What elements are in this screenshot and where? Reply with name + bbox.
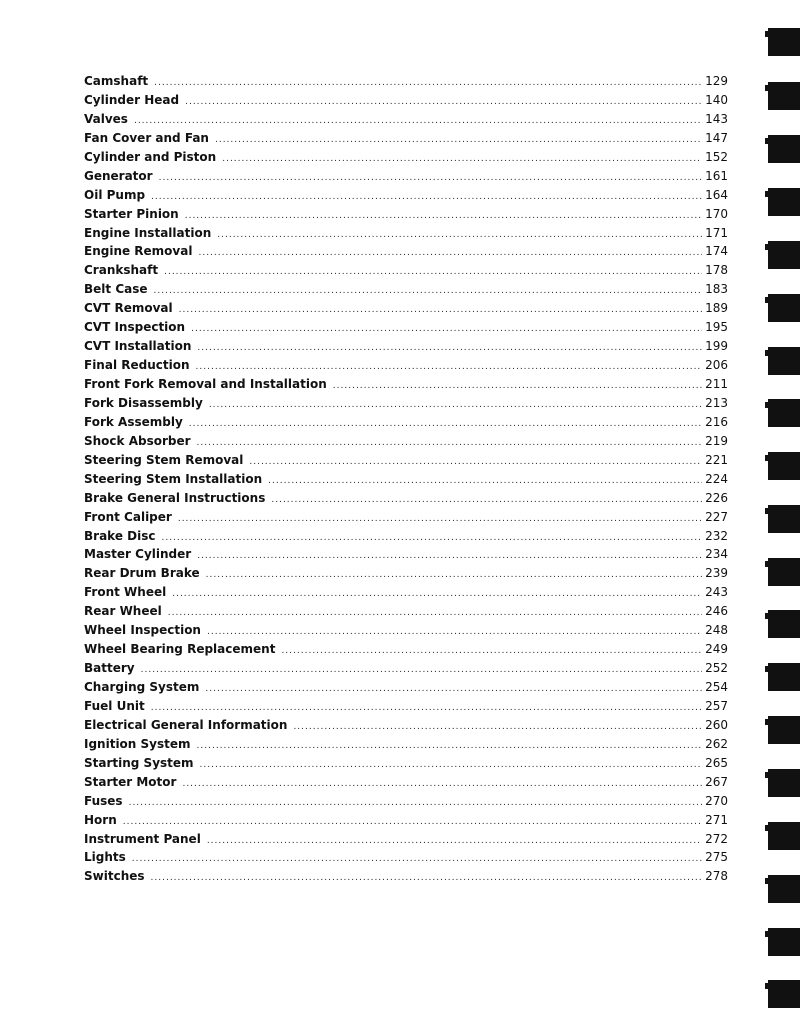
- toc-entry-page: 174: [705, 244, 728, 259]
- toc-entry-page: 206: [705, 358, 728, 373]
- toc-entry-page: 239: [705, 566, 728, 581]
- toc-entry-title: Cylinder and Piston: [84, 149, 217, 164]
- section-tab: [768, 769, 800, 797]
- toc-entry-page: 164: [705, 187, 728, 202]
- toc-entry-title: Fan Cover and Fan: [84, 130, 209, 145]
- toc-entry-title: Fork Assembly: [84, 414, 183, 429]
- section-tab: [768, 294, 800, 322]
- toc-entry-title: Instrument Panel: [84, 831, 201, 846]
- section-tab: [768, 399, 800, 427]
- toc-entry-title: Generator: [84, 168, 153, 183]
- toc-dot-leader: [129, 794, 703, 813]
- toc-entry-title: Rear Wheel: [84, 604, 162, 619]
- toc-entry[interactable]: [84, 640, 728, 659]
- toc-entry-title: Brake General Instructions: [84, 490, 266, 505]
- section-tab: [768, 875, 800, 903]
- toc-entry[interactable]: [84, 432, 728, 451]
- toc-entry-title: Wheel Bearing Replacement: [84, 642, 276, 657]
- section-tab: [768, 347, 800, 375]
- toc-entry-title: Fuel Unit: [84, 698, 145, 713]
- toc-dot-leader: [222, 150, 702, 169]
- toc-entry[interactable]: [84, 356, 728, 375]
- toc-dot-leader: [197, 737, 703, 756]
- toc-entry[interactable]: [84, 621, 728, 640]
- toc-entry-title: Electrical General Information: [84, 717, 288, 732]
- toc-entry-page: 213: [705, 395, 728, 410]
- section-tab: [768, 822, 800, 850]
- toc-dot-leader: [198, 244, 702, 263]
- section-tab: [768, 610, 800, 638]
- toc-entry-page: 140: [705, 92, 728, 107]
- toc-entry[interactable]: [84, 792, 728, 811]
- section-tab: [768, 980, 800, 1008]
- toc-entry-page: 257: [705, 698, 728, 713]
- toc-entry-page: 278: [705, 869, 728, 884]
- toc-entry[interactable]: [84, 186, 728, 205]
- section-tab: [768, 505, 800, 533]
- toc-entry-title: Fork Disassembly: [84, 395, 203, 410]
- toc-dot-leader: [161, 529, 702, 548]
- toc-entry-title: Front Wheel: [84, 585, 167, 600]
- section-tab: [768, 716, 800, 744]
- toc-entry[interactable]: [84, 735, 728, 754]
- toc-entry-title: Starter Pinion: [84, 206, 179, 221]
- toc-dot-leader: [123, 813, 702, 832]
- toc-entry[interactable]: [84, 470, 728, 489]
- toc-entry[interactable]: [84, 280, 728, 299]
- toc-entry-page: 249: [705, 642, 728, 657]
- toc-entry[interactable]: [84, 413, 728, 432]
- toc-entry-title: Switches: [84, 869, 145, 884]
- toc-entry-page: 226: [705, 490, 728, 505]
- toc-dot-leader: [159, 169, 703, 188]
- toc-dot-leader: [249, 453, 702, 472]
- toc-dot-leader: [268, 472, 702, 491]
- toc-entry[interactable]: [84, 489, 728, 508]
- toc-entry[interactable]: [84, 167, 728, 186]
- section-tab: [768, 928, 800, 956]
- toc-entry[interactable]: [84, 224, 728, 243]
- toc-entry-title: CVT Inspection: [84, 320, 186, 335]
- toc-entry-page: 252: [705, 661, 728, 676]
- toc-dot-leader: [172, 585, 702, 604]
- toc-entry[interactable]: [84, 148, 728, 167]
- toc-entry-title: Ignition System: [84, 736, 191, 751]
- toc-dot-leader: [197, 547, 702, 566]
- toc-entry-title: Brake Disc: [84, 528, 156, 543]
- toc-dot-leader: [209, 396, 702, 415]
- toc-entry-page: 219: [705, 433, 728, 448]
- toc-entry[interactable]: [84, 678, 728, 697]
- toc-entry-page: 271: [705, 812, 728, 827]
- section-tab: [768, 663, 800, 691]
- toc-entry[interactable]: [84, 754, 728, 773]
- toc-dot-leader: [141, 661, 702, 680]
- toc-entry-title: Starter Motor: [84, 774, 177, 789]
- toc-dot-leader: [206, 566, 702, 585]
- table-of-contents: [84, 72, 728, 886]
- toc-entry-page: 270: [705, 793, 728, 808]
- toc-entry-page: 260: [705, 717, 728, 732]
- toc-dot-leader: [151, 869, 703, 888]
- toc-entry[interactable]: [84, 91, 728, 110]
- toc-entry-title: Engine Installation: [84, 225, 212, 240]
- toc-entry[interactable]: [84, 299, 728, 318]
- toc-dot-leader: [205, 680, 702, 699]
- toc-entry-page: 189: [705, 301, 728, 316]
- toc-entry[interactable]: [84, 716, 728, 735]
- toc-entry[interactable]: [84, 602, 728, 621]
- toc-entry-page: 243: [705, 585, 728, 600]
- toc-entry-title: Camshaft: [84, 74, 149, 88]
- toc-entry-title: Valves: [84, 111, 128, 126]
- toc-dot-leader: [271, 491, 702, 510]
- toc-entry-page: 216: [705, 414, 728, 429]
- toc-entry[interactable]: [84, 867, 728, 886]
- section-tab: [768, 452, 800, 480]
- toc-entry-page: 178: [705, 263, 728, 278]
- toc-entry-title: Shock Absorber: [84, 433, 191, 448]
- section-tab: [768, 188, 800, 216]
- toc-entry-page: 232: [705, 528, 728, 543]
- toc-entry[interactable]: [84, 129, 728, 148]
- toc-dot-leader: [293, 718, 702, 737]
- toc-dot-leader: [191, 320, 702, 339]
- toc-dot-leader: [134, 112, 702, 131]
- toc-entry-title: Final Reduction: [84, 358, 190, 373]
- toc-entry-title: Horn: [84, 812, 117, 827]
- toc-entry-page: 195: [705, 320, 728, 335]
- toc-entry[interactable]: [84, 205, 728, 224]
- toc-entry-page: 254: [705, 680, 728, 694]
- toc-entry-page: 211: [705, 377, 728, 391]
- toc-entry-title: Steering Stem Installation: [84, 471, 263, 486]
- toc-dot-leader: [217, 226, 702, 245]
- toc-entry-title: Cylinder Head: [84, 92, 180, 107]
- toc-entry-title: Belt Case: [84, 282, 148, 297]
- toc-dot-leader: [168, 604, 702, 623]
- toc-entry-title: Rear Drum Brake: [84, 566, 200, 581]
- toc-dot-leader: [197, 339, 702, 358]
- toc-entry-title: Front Caliper: [84, 509, 172, 524]
- section-tab: [768, 135, 800, 163]
- toc-entry[interactable]: [84, 394, 728, 413]
- toc-entry[interactable]: [84, 545, 728, 564]
- toc-entry[interactable]: [84, 508, 728, 527]
- toc-entry-page: 152: [705, 149, 728, 164]
- toc-entry-title: Wheel Inspection: [84, 623, 201, 638]
- section-tab: [768, 82, 800, 110]
- toc-entry[interactable]: [84, 261, 728, 280]
- toc-entry-title: Battery: [84, 661, 135, 676]
- toc-dot-leader: [333, 377, 702, 396]
- toc-entry-title: Crankshaft: [84, 263, 159, 278]
- toc-entry-page: 147: [705, 130, 728, 145]
- toc-dot-leader: [215, 131, 702, 150]
- toc-dot-leader: [207, 832, 702, 851]
- toc-entry[interactable]: [84, 659, 728, 678]
- section-tab: [768, 241, 800, 269]
- toc-entry[interactable]: [84, 527, 728, 546]
- toc-dot-leader: [154, 282, 703, 301]
- toc-entry-page: 272: [705, 831, 728, 846]
- toc-entry-page: 224: [705, 471, 728, 486]
- toc-entry[interactable]: [84, 375, 728, 394]
- toc-entry-page: 267: [705, 774, 728, 789]
- toc-entry[interactable]: [84, 110, 728, 129]
- toc-entry-title: Oil Pump: [84, 187, 146, 202]
- toc-entry-page: 171: [705, 225, 728, 240]
- toc-entry-page: 248: [705, 623, 728, 638]
- toc-entry[interactable]: [84, 697, 728, 716]
- toc-dot-leader: [185, 93, 702, 112]
- toc-entry-page: 262: [705, 736, 728, 751]
- toc-entry-title: Fuses: [84, 793, 123, 808]
- section-tab: [768, 558, 800, 586]
- toc-dot-leader: [200, 756, 703, 775]
- toc-entry-page: 199: [705, 339, 728, 354]
- toc-dot-leader: [132, 850, 702, 869]
- toc-entry[interactable]: [84, 72, 728, 91]
- section-tab: [768, 28, 800, 56]
- toc-entry-page: 161: [705, 168, 728, 183]
- toc-dot-leader: [281, 642, 702, 661]
- toc-dot-leader: [189, 415, 702, 434]
- toc-dot-leader: [151, 188, 702, 207]
- toc-entry[interactable]: [84, 451, 728, 470]
- toc-entry[interactable]: [84, 830, 728, 849]
- toc-entry[interactable]: [84, 337, 728, 356]
- toc-entry-page: 275: [705, 850, 728, 865]
- toc-entry[interactable]: [84, 811, 728, 830]
- toc-entry-page: 183: [705, 282, 728, 297]
- toc-dot-leader: [179, 301, 702, 320]
- toc-entry-title: CVT Removal: [84, 301, 173, 316]
- toc-entry-title: Starting System: [84, 755, 194, 770]
- toc-entry-title: Charging System: [84, 680, 200, 694]
- toc-entry-page: 143: [705, 111, 728, 126]
- toc-entry-title: Steering Stem Removal: [84, 452, 244, 467]
- toc-dot-leader: [154, 74, 702, 93]
- toc-entry-title: Lights: [84, 850, 126, 865]
- toc-entry-page: 170: [705, 206, 728, 221]
- toc-entry[interactable]: [84, 318, 728, 337]
- toc-dot-leader: [182, 775, 702, 794]
- toc-entry-page: 227: [705, 509, 728, 524]
- toc-dot-leader: [197, 434, 703, 453]
- toc-entry-title: CVT Installation: [84, 339, 192, 354]
- toc-entry[interactable]: [84, 848, 728, 867]
- toc-entry-title: Master Cylinder: [84, 547, 192, 562]
- toc-entry-page: 221: [705, 452, 728, 467]
- toc-dot-leader: [164, 263, 702, 282]
- toc-entry-page: 265: [705, 755, 728, 770]
- toc-entry-title: Front Fork Removal and Installation: [84, 377, 327, 391]
- toc-dot-leader: [178, 510, 702, 529]
- toc-dot-leader: [185, 207, 702, 226]
- toc-entry-page: 246: [705, 604, 728, 619]
- toc-entry[interactable]: [84, 583, 728, 602]
- toc-entry[interactable]: [84, 564, 728, 583]
- toc-entry-title: Engine Removal: [84, 244, 193, 259]
- toc-entry-page: 129: [705, 74, 728, 88]
- toc-entry[interactable]: [84, 773, 728, 792]
- toc-entry[interactable]: [84, 242, 728, 261]
- toc-entry-page: 234: [705, 547, 728, 562]
